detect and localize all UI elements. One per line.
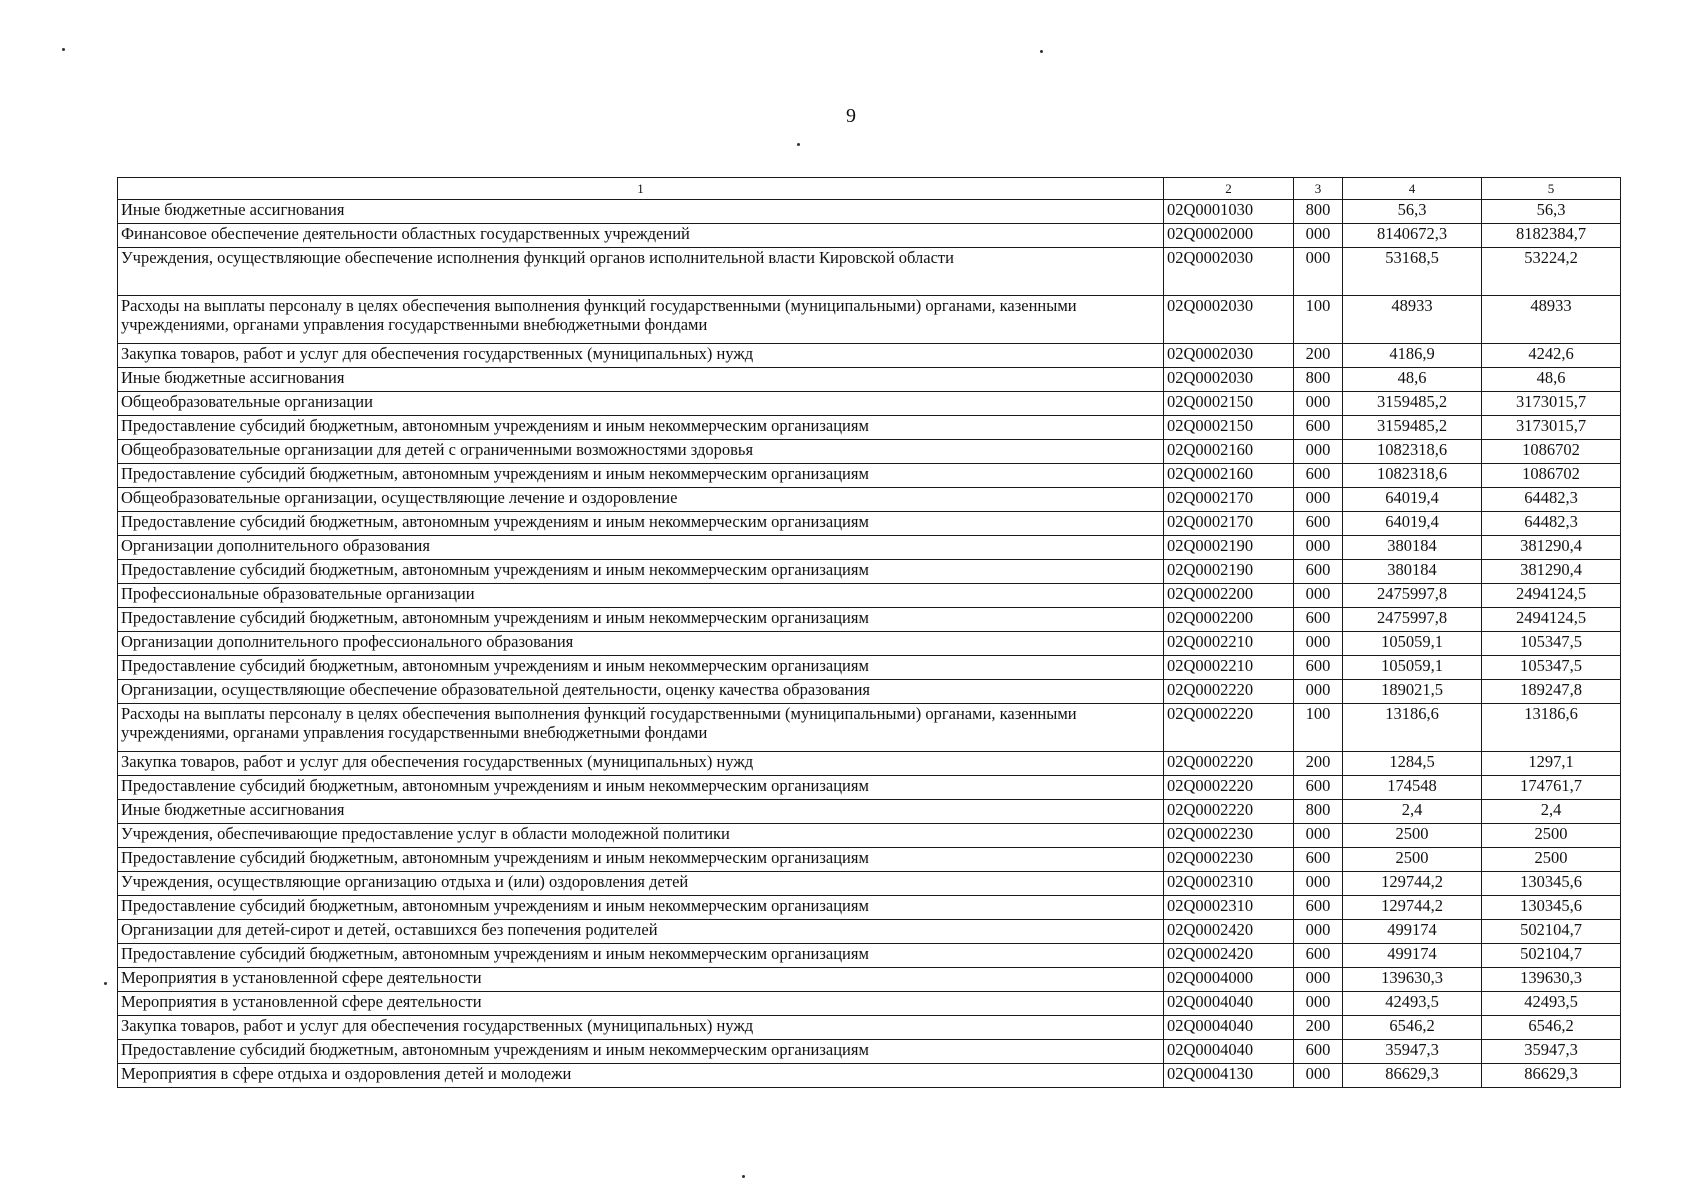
cell-amount-1: 1284,5: [1343, 752, 1482, 776]
cell-amount-2: 174761,7: [1482, 776, 1621, 800]
cell-code: 02Q0002220: [1164, 752, 1294, 776]
table-row: [118, 560, 1621, 584]
cell-expense-type: 000: [1294, 248, 1343, 296]
cell-amount-2: 2494124,5: [1482, 584, 1621, 608]
cell-expense-type: 600: [1294, 608, 1343, 632]
cell-expense-type: 000: [1294, 680, 1343, 704]
cell-name: Предоставление субсидий бюджетным, автономным учреждениям и иным некоммерческим организациям: [118, 416, 1164, 440]
cell-code: 02Q0002220: [1164, 800, 1294, 824]
cell-amount-2: 139630,3: [1482, 968, 1621, 992]
cell-amount-1: 105059,1: [1343, 656, 1482, 680]
cell-amount-1: 105059,1: [1343, 632, 1482, 656]
cell-expense-type: 600: [1294, 944, 1343, 968]
cell-code: 02Q0002030: [1164, 368, 1294, 392]
cell-name: Закупка товаров, работ и услуг для обеспечения государственных (муниципальных) нужд: [118, 344, 1164, 368]
table-row: [118, 536, 1621, 560]
budget-allocation-table: [117, 177, 1621, 1088]
cell-amount-2: 6546,2: [1482, 1016, 1621, 1040]
cell-amount-2: 381290,4: [1482, 560, 1621, 584]
cell-expense-type: 800: [1294, 200, 1343, 224]
cell-code: 02Q0002210: [1164, 656, 1294, 680]
table-row: [118, 296, 1621, 344]
cell-expense-type: 000: [1294, 824, 1343, 848]
table-row: [118, 920, 1621, 944]
cell-expense-type: 000: [1294, 392, 1343, 416]
cell-amount-1: 2,4: [1343, 800, 1482, 824]
table-row: [118, 248, 1621, 296]
cell-amount-1: 86629,3: [1343, 1064, 1482, 1088]
cell-amount-1: 13186,6: [1343, 704, 1482, 752]
cell-name: Иные бюджетные ассигнования: [118, 368, 1164, 392]
cell-name: Учреждения, обеспечивающие предоставление услуг в области молодежной политики: [118, 824, 1164, 848]
cell-name: Предоставление субсидий бюджетным, автономным учреждениям и иным некоммерческим организациям: [118, 608, 1164, 632]
cell-amount-1: 129744,2: [1343, 872, 1482, 896]
table-row: [118, 848, 1621, 872]
cell-name: Предоставление субсидий бюджетным, автономным учреждениям и иным некоммерческим организациям: [118, 464, 1164, 488]
table-row: [118, 200, 1621, 224]
cell-amount-1: 380184: [1343, 560, 1482, 584]
cell-amount-1: 129744,2: [1343, 896, 1482, 920]
cell-expense-type: 100: [1294, 296, 1343, 344]
cell-name: Мероприятия в установленной сфере деятельности: [118, 992, 1164, 1016]
table-row: [118, 776, 1621, 800]
table-row: [118, 632, 1621, 656]
cell-amount-2: 56,3: [1482, 200, 1621, 224]
cell-name: Мероприятия в сфере отдыха и оздоровления детей и молодежи: [118, 1064, 1164, 1088]
cell-amount-1: 499174: [1343, 920, 1482, 944]
cell-expense-type: 600: [1294, 416, 1343, 440]
cell-code: 02Q0002420: [1164, 944, 1294, 968]
cell-amount-2: 105347,5: [1482, 632, 1621, 656]
cell-expense-type: 000: [1294, 488, 1343, 512]
cell-name: Профессиональные образовательные организации: [118, 584, 1164, 608]
cell-code: 02Q0002170: [1164, 512, 1294, 536]
cell-code: 02Q0002200: [1164, 608, 1294, 632]
table-row: [118, 680, 1621, 704]
table-row: [118, 368, 1621, 392]
cell-name: Финансовое обеспечение деятельности областных государственных учреждений: [118, 224, 1164, 248]
cell-amount-1: 48,6: [1343, 368, 1482, 392]
cell-amount-2: 1297,1: [1482, 752, 1621, 776]
cell-name: Общеобразовательные организации для детей с ограниченными возможностями здоровья: [118, 440, 1164, 464]
cell-expense-type: 600: [1294, 896, 1343, 920]
cell-amount-1: 42493,5: [1343, 992, 1482, 1016]
column-header-amount-2: 5: [1482, 178, 1621, 200]
cell-amount-2: 2500: [1482, 824, 1621, 848]
cell-amount-1: 1082318,6: [1343, 440, 1482, 464]
cell-amount-2: 2500: [1482, 848, 1621, 872]
table-row: [118, 392, 1621, 416]
cell-code: 02Q0002420: [1164, 920, 1294, 944]
cell-amount-2: 64482,3: [1482, 512, 1621, 536]
column-header-name: 1: [118, 178, 1164, 200]
cell-amount-1: 174548: [1343, 776, 1482, 800]
cell-amount-2: 105347,5: [1482, 656, 1621, 680]
table-row: [118, 608, 1621, 632]
cell-code: 02Q0002170: [1164, 488, 1294, 512]
cell-amount-2: 1086702: [1482, 440, 1621, 464]
cell-code: 02Q0004040: [1164, 992, 1294, 1016]
cell-expense-type: 200: [1294, 1016, 1343, 1040]
table-row: [118, 440, 1621, 464]
cell-name: Иные бюджетные ассигнования: [118, 200, 1164, 224]
cell-amount-1: 1082318,6: [1343, 464, 1482, 488]
column-header-amount-1: 4: [1343, 178, 1482, 200]
table-header-row: [118, 178, 1621, 200]
cell-amount-2: 381290,4: [1482, 536, 1621, 560]
cell-code: 02Q0002210: [1164, 632, 1294, 656]
cell-expense-type: 600: [1294, 776, 1343, 800]
cell-amount-1: 2500: [1343, 824, 1482, 848]
cell-expense-type: 000: [1294, 584, 1343, 608]
cell-amount-1: 380184: [1343, 536, 1482, 560]
cell-amount-1: 64019,4: [1343, 512, 1482, 536]
cell-expense-type: 200: [1294, 344, 1343, 368]
cell-name: Предоставление субсидий бюджетным, автономным учреждениям и иным некоммерческим организациям: [118, 896, 1164, 920]
table-row: [118, 416, 1621, 440]
cell-code: 02Q0004040: [1164, 1016, 1294, 1040]
cell-expense-type: 000: [1294, 872, 1343, 896]
cell-amount-1: 53168,5: [1343, 248, 1482, 296]
cell-expense-type: 000: [1294, 224, 1343, 248]
table-row: [118, 968, 1621, 992]
cell-name: Организации дополнительного профессионального образования: [118, 632, 1164, 656]
cell-expense-type: 600: [1294, 656, 1343, 680]
cell-name: Предоставление субсидий бюджетным, автономным учреждениям и иным некоммерческим организациям: [118, 656, 1164, 680]
cell-amount-2: 130345,6: [1482, 872, 1621, 896]
cell-code: 02Q0001030: [1164, 200, 1294, 224]
cell-name: Организации дополнительного образования: [118, 536, 1164, 560]
cell-code: 02Q0002310: [1164, 896, 1294, 920]
cell-expense-type: 000: [1294, 1064, 1343, 1088]
cell-amount-2: 42493,5: [1482, 992, 1621, 1016]
cell-amount-2: 53224,2: [1482, 248, 1621, 296]
cell-name: Предоставление субсидий бюджетным, автономным учреждениям и иным некоммерческим организациям: [118, 560, 1164, 584]
column-header-code: 2: [1164, 178, 1294, 200]
cell-code: 02Q0002160: [1164, 440, 1294, 464]
cell-code: 02Q0002000: [1164, 224, 1294, 248]
cell-amount-1: 3159485,2: [1343, 416, 1482, 440]
cell-amount-1: 499174: [1343, 944, 1482, 968]
cell-code: 02Q0004000: [1164, 968, 1294, 992]
cell-amount-2: 4242,6: [1482, 344, 1621, 368]
table-row: [118, 752, 1621, 776]
cell-code: 02Q0004040: [1164, 1040, 1294, 1064]
cell-expense-type: 600: [1294, 512, 1343, 536]
cell-amount-2: 189247,8: [1482, 680, 1621, 704]
cell-code: 02Q0002200: [1164, 584, 1294, 608]
scan-speck: [797, 143, 800, 146]
cell-amount-2: 48933: [1482, 296, 1621, 344]
cell-name: Иные бюджетные ассигнования: [118, 800, 1164, 824]
cell-name: Предоставление субсидий бюджетным, автономным учреждениям и иным некоммерческим организациям: [118, 848, 1164, 872]
table-row: [118, 1016, 1621, 1040]
cell-code: 02Q0002150: [1164, 392, 1294, 416]
cell-amount-2: 2494124,5: [1482, 608, 1621, 632]
table-row: [118, 656, 1621, 680]
cell-code: 02Q0004130: [1164, 1064, 1294, 1088]
cell-expense-type: 000: [1294, 968, 1343, 992]
table-row: [118, 704, 1621, 752]
cell-code: 02Q0002230: [1164, 848, 1294, 872]
cell-amount-1: 3159485,2: [1343, 392, 1482, 416]
cell-expense-type: 200: [1294, 752, 1343, 776]
cell-amount-1: 189021,5: [1343, 680, 1482, 704]
cell-expense-type: 600: [1294, 848, 1343, 872]
cell-amount-1: 64019,4: [1343, 488, 1482, 512]
cell-code: 02Q0002150: [1164, 416, 1294, 440]
cell-code: 02Q0002230: [1164, 824, 1294, 848]
table-row: [118, 1064, 1621, 1088]
cell-code: 02Q0002310: [1164, 872, 1294, 896]
table-row: [118, 872, 1621, 896]
cell-amount-2: 3173015,7: [1482, 416, 1621, 440]
cell-code: 02Q0002030: [1164, 344, 1294, 368]
column-header-type: 3: [1294, 178, 1343, 200]
cell-code: 02Q0002030: [1164, 296, 1294, 344]
cell-code: 02Q0002160: [1164, 464, 1294, 488]
cell-code: 02Q0002190: [1164, 560, 1294, 584]
cell-amount-2: 13186,6: [1482, 704, 1621, 752]
cell-code: 02Q0002220: [1164, 680, 1294, 704]
cell-amount-2: 35947,3: [1482, 1040, 1621, 1064]
cell-expense-type: 800: [1294, 800, 1343, 824]
cell-name: Предоставление субсидий бюджетным, автономным учреждениям и иным некоммерческим организациям: [118, 1040, 1164, 1064]
scan-speck: [742, 1175, 745, 1178]
table-row: [118, 1040, 1621, 1064]
table-row: [118, 488, 1621, 512]
page-number: 9: [846, 105, 856, 127]
cell-amount-2: 502104,7: [1482, 944, 1621, 968]
cell-expense-type: 000: [1294, 440, 1343, 464]
cell-name: Организации для детей-сирот и детей, оставшихся без попечения родителей: [118, 920, 1164, 944]
cell-amount-1: 2475997,8: [1343, 608, 1482, 632]
cell-amount-1: 2500: [1343, 848, 1482, 872]
table-row: [118, 992, 1621, 1016]
cell-expense-type: 100: [1294, 704, 1343, 752]
cell-expense-type: 600: [1294, 560, 1343, 584]
cell-name: Общеобразовательные организации, осуществляющие лечение и оздоровление: [118, 488, 1164, 512]
scan-speck: [62, 48, 65, 51]
cell-amount-2: 8182384,7: [1482, 224, 1621, 248]
cell-amount-2: 48,6: [1482, 368, 1621, 392]
cell-amount-1: 8140672,3: [1343, 224, 1482, 248]
cell-name: Учреждения, осуществляющие обеспечение исполнения функций органов исполнительной власти Кировской области: [118, 248, 1164, 296]
table-row: [118, 896, 1621, 920]
table-row: [118, 944, 1621, 968]
cell-name: Расходы на выплаты персоналу в целях обеспечения выполнения функций государственными (муниципальными) органами, казенными учреждениями, органами управления государственными внебюджетными фондами: [118, 704, 1164, 752]
table-row: [118, 464, 1621, 488]
cell-name: Расходы на выплаты персоналу в целях обеспечения выполнения функций государственными (муниципальными) органами, казенными учреждениями, органами управления государственными внебюджетными фондами: [118, 296, 1164, 344]
cell-expense-type: 800: [1294, 368, 1343, 392]
cell-amount-1: 2475997,8: [1343, 584, 1482, 608]
cell-amount-2: 64482,3: [1482, 488, 1621, 512]
cell-name: Закупка товаров, работ и услуг для обеспечения государственных (муниципальных) нужд: [118, 1016, 1164, 1040]
cell-amount-1: 6546,2: [1343, 1016, 1482, 1040]
table-row: [118, 512, 1621, 536]
cell-amount-2: 502104,7: [1482, 920, 1621, 944]
cell-amount-2: 3173015,7: [1482, 392, 1621, 416]
cell-name: Организации, осуществляющие обеспечение образовательной деятельности, оценку качества образования: [118, 680, 1164, 704]
cell-code: 02Q0002220: [1164, 776, 1294, 800]
cell-amount-1: 4186,9: [1343, 344, 1482, 368]
cell-name: Предоставление субсидий бюджетным, автономным учреждениям и иным некоммерческим организациям: [118, 512, 1164, 536]
table-row: [118, 824, 1621, 848]
table-row: [118, 344, 1621, 368]
cell-name: Закупка товаров, работ и услуг для обеспечения государственных (муниципальных) нужд: [118, 752, 1164, 776]
scan-speck: [104, 982, 107, 985]
cell-amount-1: 139630,3: [1343, 968, 1482, 992]
cell-expense-type: 000: [1294, 632, 1343, 656]
cell-expense-type: 600: [1294, 1040, 1343, 1064]
cell-code: 02Q0002030: [1164, 248, 1294, 296]
cell-expense-type: 600: [1294, 464, 1343, 488]
table-body: [118, 200, 1621, 1088]
cell-amount-1: 35947,3: [1343, 1040, 1482, 1064]
cell-amount-2: 86629,3: [1482, 1064, 1621, 1088]
cell-amount-2: 2,4: [1482, 800, 1621, 824]
cell-name: Общеобразовательные организации: [118, 392, 1164, 416]
table-row: [118, 224, 1621, 248]
cell-expense-type: 000: [1294, 920, 1343, 944]
table-row: [118, 584, 1621, 608]
cell-name: Мероприятия в установленной сфере деятельности: [118, 968, 1164, 992]
table-row: [118, 800, 1621, 824]
cell-amount-1: 56,3: [1343, 200, 1482, 224]
cell-amount-1: 48933: [1343, 296, 1482, 344]
cell-amount-2: 130345,6: [1482, 896, 1621, 920]
cell-code: 02Q0002220: [1164, 704, 1294, 752]
cell-expense-type: 000: [1294, 992, 1343, 1016]
cell-amount-2: 1086702: [1482, 464, 1621, 488]
cell-name: Учреждения, осуществляющие организацию отдыха и (или) оздоровления детей: [118, 872, 1164, 896]
cell-name: Предоставление субсидий бюджетным, автономным учреждениям и иным некоммерческим организациям: [118, 776, 1164, 800]
cell-code: 02Q0002190: [1164, 536, 1294, 560]
scan-speck: [1040, 50, 1043, 53]
cell-expense-type: 000: [1294, 536, 1343, 560]
cell-name: Предоставление субсидий бюджетным, автономным учреждениям и иным некоммерческим организациям: [118, 944, 1164, 968]
